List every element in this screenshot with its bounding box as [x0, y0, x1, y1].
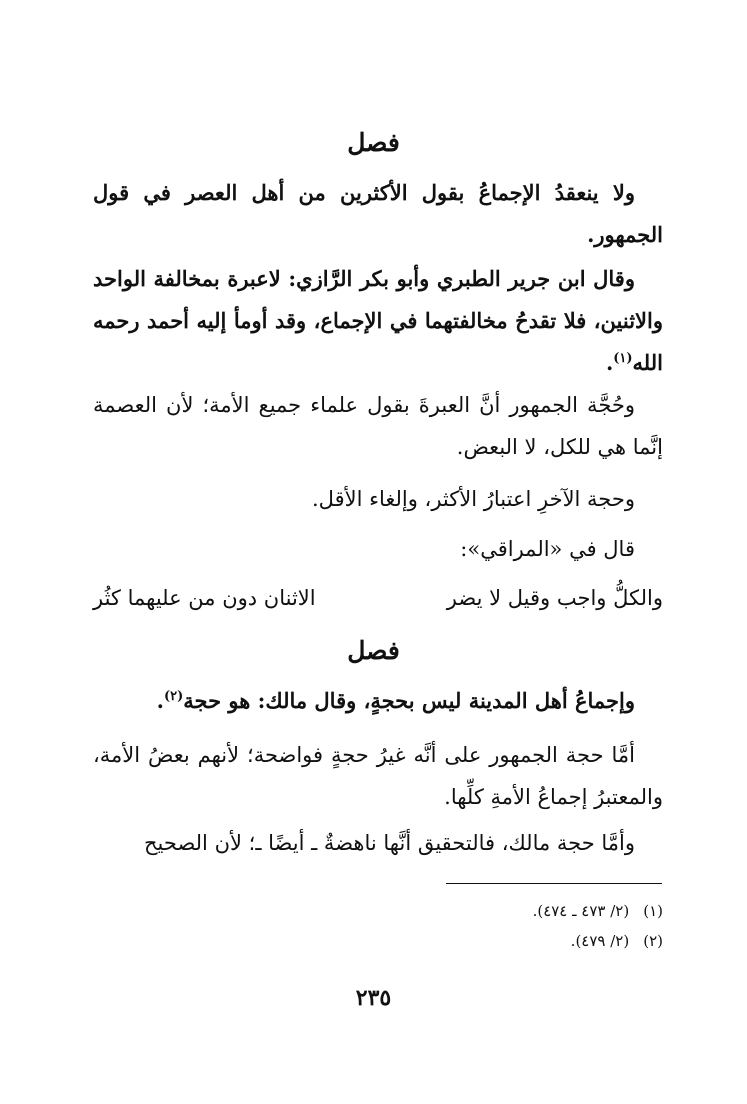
paragraph-tabari-razi-end: .	[605, 350, 614, 375]
footnote-1-text: (٢/ ٤٧٣ ـ ٤٧٤).	[532, 902, 630, 920]
paragraph-medina-consensus	[93, 680, 663, 722]
paragraph-majority-medina-argument: أمَّا حجة الجمهور على أنَّه غيرُ حجةٍ فواضحة؛ لأنهم بعضُ الأمة، والمعتبرُ إجماعُ الأمةِ كلِّها.	[93, 743, 663, 809]
paragraph-consensus-majority: ولا ينعقدُ الإجماعُ بقول الأكثرين من أهل العصر في قول الجمهور.	[93, 180, 663, 247]
section-heading-1: فصل	[347, 128, 400, 157]
footnote-1	[533, 902, 663, 920]
poetry-verse	[93, 586, 663, 626]
verse-first-hemistich: والكلُّ واجب وقيل لا يضر	[446, 586, 663, 610]
footnote-ref-2: (٢)	[163, 689, 184, 704]
paragraph-malik-argument: وأمَّا حجة مالك، فالتحقيق أنَّها ناهضةٌ ـ أيضًا ـ؛ لأن الصحيح	[144, 831, 635, 855]
section-heading-2: فصل	[347, 636, 400, 665]
footnote-separator	[446, 883, 662, 884]
footnote-2-number: (٢)	[643, 932, 663, 950]
footnote-1-number: (١)	[643, 902, 663, 920]
paragraph-maraqi-quote: قال في «المراقي»:	[460, 537, 635, 561]
verse-second-hemistich: الاثنان دون من عليهما كثُر	[93, 586, 316, 610]
paragraph-tabari-razi	[93, 258, 663, 384]
paragraph-medina-consensus-end: .	[156, 688, 164, 713]
paragraph-medina-consensus-text: وإجماعُ أهل المدينة ليس بحجةٍ، وقال مالك: هو حجة	[183, 688, 635, 713]
footnote-2-text: (٢/ ٤٧٩).	[570, 932, 630, 950]
paragraph-other-argument: وحجة الآخرِ اعتبارُ الأكثر، وإلغاء الأقل.	[312, 487, 635, 511]
footnote-ref-1: (١)	[613, 351, 633, 366]
footnote-2	[571, 932, 663, 950]
page-number: ٢٣٥	[355, 985, 392, 1011]
paragraph-tabari-razi-text: وقال ابن جرير الطبري وأبو بكر الرَّازي: لاعبرة بمخالفة الواحد والاثنين، فلا تقدحُ مخالفتهما في الإجماع، وقد أومأ إليه أحمد رحمه الله	[93, 266, 663, 375]
paragraph-majority-argument: وحُجَّة الجمهور أنَّ العبرةَ بقول علماء جميع الأمة؛ لأن العصمة إنَّما هي للكل، لا البعض.	[93, 393, 663, 459]
